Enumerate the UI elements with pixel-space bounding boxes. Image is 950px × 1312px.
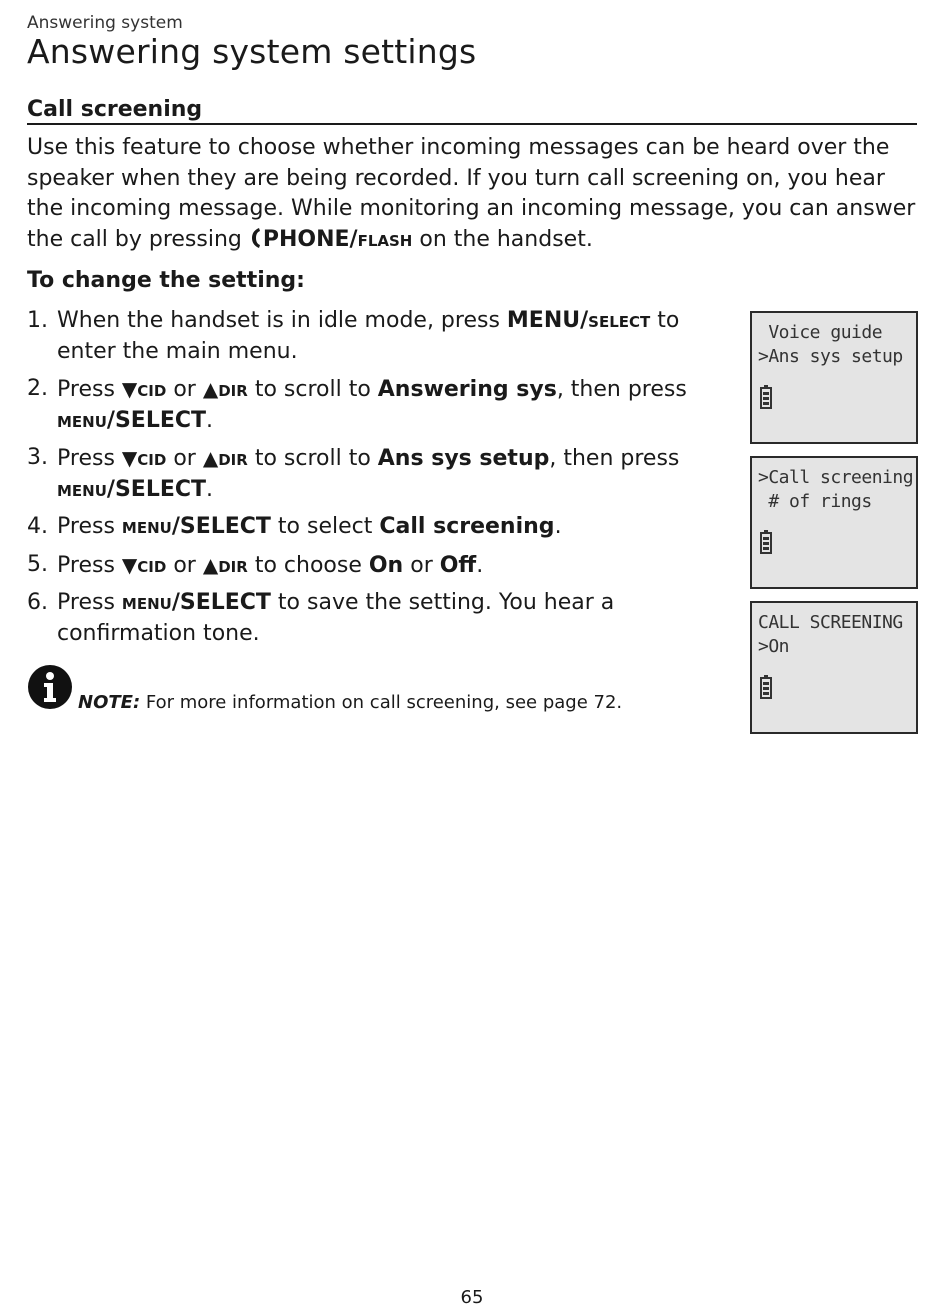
note-box — [27, 664, 727, 714]
step-text: . — [206, 476, 214, 502]
step-text: Press — [57, 446, 122, 471]
step-6 — [27, 588, 727, 649]
menu-target: Answering sys — [377, 377, 557, 402]
cid-key: cid — [137, 552, 167, 578]
lcd-screen-3 — [750, 601, 918, 734]
step-number: 3. — [27, 445, 48, 470]
intro-text: Use this feature to choose whether incoming messages can be heard over the speaker when they are being recorded. If you turn call screening on, you hear the incoming message. While monitoring an incoming message, you can answer the call by pressing — [27, 135, 916, 252]
step-text: to enter the main menu. — [57, 308, 680, 364]
step-text: or — [166, 446, 203, 471]
steps-list — [27, 306, 727, 656]
step-text: . — [554, 514, 562, 539]
note-body: For more information on call screening, see page 72. — [140, 692, 623, 713]
step-number: 2. — [27, 376, 48, 401]
step-text: Press — [57, 590, 122, 615]
lcd-line-1: Voice guide — [758, 322, 883, 343]
manual-page — [27, 0, 917, 1312]
step-2 — [27, 374, 727, 436]
battery-icon — [760, 530, 772, 554]
step-text: to save the setting. You hear a confirmation tone. — [57, 590, 615, 646]
steps-heading: To change the setting: — [27, 268, 305, 293]
step-number: 4. — [27, 514, 48, 539]
lcd-screen-2 — [750, 456, 918, 589]
lcd-screen-1 — [750, 311, 918, 444]
step-number: 1. — [27, 308, 48, 333]
step-text: or — [166, 552, 203, 578]
step-text: to scroll to — [247, 446, 378, 471]
step-text: or — [403, 552, 440, 578]
step-number: 5. — [27, 551, 48, 577]
option-on: On — [368, 552, 404, 578]
select-key: /SELECT — [106, 476, 207, 502]
up-arrow-icon: ▲ — [202, 552, 219, 577]
select-key: select — [588, 308, 651, 333]
battery-icon — [760, 385, 772, 409]
up-arrow-icon: ▲ — [202, 446, 219, 470]
lcd-line-1: CALL SCREENING — [758, 612, 903, 633]
menu-target: Ans sys setup — [377, 446, 550, 471]
step-text: Press — [57, 552, 122, 578]
lcd-line-2: >Ans sys setup — [758, 346, 903, 367]
step-text: , then press — [556, 377, 687, 402]
step-text: , then press — [549, 446, 680, 471]
battery-icon — [760, 675, 772, 699]
step-text: to select — [270, 514, 380, 539]
dir-key: dir — [218, 377, 248, 402]
lcd-line-2: # of rings — [758, 491, 872, 512]
step-number: 6. — [27, 590, 48, 615]
dir-key: dir — [218, 552, 248, 578]
lcd-line-2: >On — [758, 636, 790, 657]
call-screening-heading: Call screening — [27, 97, 917, 125]
flash-key-label: flash — [357, 226, 413, 252]
cid-key: cid — [137, 446, 167, 471]
menu-key: menu — [57, 476, 107, 502]
up-arrow-icon: ▲ — [202, 377, 219, 401]
note-label: NOTE: — [78, 692, 141, 713]
step-5 — [27, 550, 727, 582]
step-text: to scroll to — [247, 377, 378, 402]
down-arrow-icon: ▼ — [121, 446, 138, 470]
cid-key: cid — [137, 377, 167, 402]
select-key: /SELECT — [171, 590, 271, 615]
menu-key: MENU/ — [506, 308, 589, 333]
menu-key: menu — [57, 407, 107, 433]
dir-key: dir — [218, 446, 248, 471]
option-off: Off — [439, 552, 477, 578]
step-text: to choose — [247, 552, 369, 578]
note-text — [78, 692, 622, 713]
info-icon — [27, 664, 73, 710]
intro-tail: on the handset. — [412, 226, 593, 252]
down-arrow-icon: ▼ — [121, 552, 138, 577]
down-arrow-icon: ▼ — [121, 377, 138, 401]
intro-paragraph — [27, 133, 922, 255]
step-4 — [27, 512, 727, 543]
step-text: or — [166, 377, 203, 402]
select-key: /SELECT — [106, 407, 207, 433]
step-3 — [27, 443, 727, 505]
page-title: Answering system settings — [27, 32, 477, 71]
step-1 — [27, 306, 727, 367]
phone-handset-icon — [249, 227, 263, 252]
step-text: . — [206, 407, 214, 433]
menu-target: Call screening — [379, 514, 555, 539]
menu-key: menu — [121, 590, 172, 615]
menu-key: menu — [121, 514, 172, 539]
select-key: /SELECT — [171, 514, 271, 539]
page-number: 65 — [460, 1287, 484, 1308]
section-label: Answering system — [27, 13, 183, 33]
step-text: Press — [57, 377, 122, 402]
step-text: . — [476, 552, 484, 578]
step-text: Press — [57, 514, 122, 539]
phone-key-label: PHONE/ — [262, 226, 358, 252]
step-text: When the handset is in idle mode, press — [57, 308, 507, 333]
lcd-line-1: >Call screening — [758, 467, 914, 488]
